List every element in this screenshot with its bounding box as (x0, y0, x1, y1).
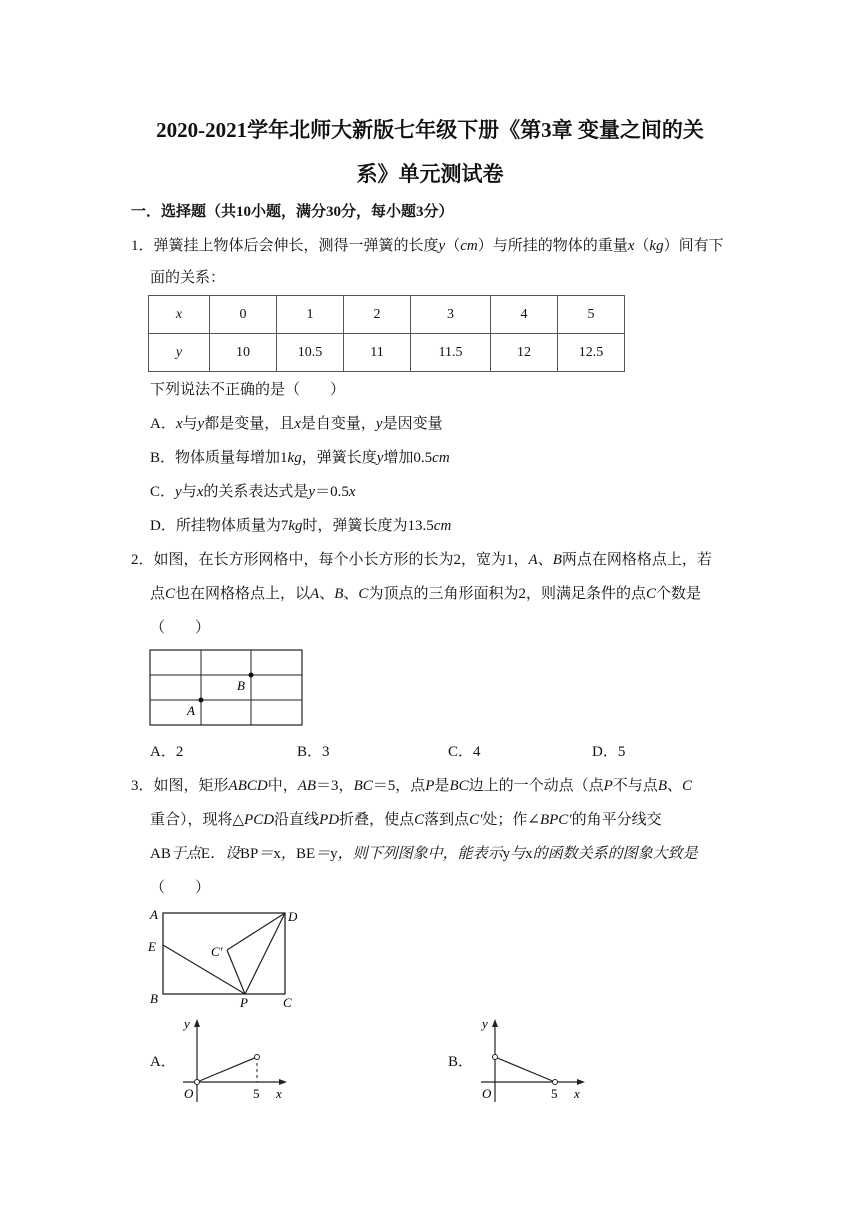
option-label: D． (592, 744, 618, 760)
table-cell: 10.5 (277, 334, 344, 372)
q3-text: 重合），现将△ (150, 812, 245, 828)
q3-text: BE (295, 846, 316, 862)
q1-stem-line2: 面的关系： (150, 270, 226, 286)
table-cell: 10 (210, 334, 277, 372)
q2-grid-figure (145, 645, 307, 730)
q1-var: y (197, 416, 205, 432)
option-label: C． (150, 484, 176, 500)
q2-var: C (165, 586, 176, 602)
option-label: B． (297, 744, 323, 760)
q2-text: 也在网格格点上，以 (175, 586, 311, 602)
q3-graph-b (473, 1012, 593, 1107)
q1-text: 是自变量， (300, 416, 376, 432)
x-label: x (276, 1086, 282, 1101)
q3-var: BC (449, 778, 469, 794)
q2-option-a (150, 742, 183, 762)
q3-var: BPC′ (539, 812, 572, 828)
q3-stem-line1 (131, 776, 692, 796)
table-row (149, 296, 625, 334)
origin-label: O (482, 1086, 492, 1101)
label-a: A (150, 907, 158, 922)
q2-text: 、 (319, 586, 335, 602)
q1-text: 时，弹簧长度为13.5 (302, 518, 434, 534)
q1-text: ）间有下 (663, 238, 724, 254)
label-c-prime: C′ (211, 944, 223, 959)
y-label: y (184, 1016, 190, 1031)
q1-option-d (150, 516, 451, 536)
q3-var: B (657, 778, 667, 794)
segment-pc1 (227, 950, 245, 994)
q3-var: C′ (469, 812, 483, 828)
table-cell: 12.5 (558, 334, 625, 372)
q1-text: ＝0.5 (315, 484, 349, 500)
q3-option-b-label: B． (448, 1054, 474, 1070)
q3-var: C (682, 778, 693, 794)
q3-text: x (525, 846, 533, 862)
q2-option-d (592, 742, 625, 762)
q3-stem-line2 (150, 810, 662, 830)
q1-var: y (175, 484, 182, 500)
q3-text: 折叠，使点 (339, 812, 415, 828)
q3-text: AB (150, 846, 171, 862)
option-label: C． (448, 744, 474, 760)
segment-ep (163, 945, 245, 994)
option-value: 4 (473, 744, 481, 760)
q3-text: 落到点 (424, 812, 470, 828)
q3-text: 中， (267, 778, 298, 794)
y-axis-arrow-icon (492, 1019, 498, 1027)
q3-var: ABCD (228, 778, 268, 794)
q2-text: 如图，在长方形网格中，每个小长方形的长为2，宽为1， (153, 552, 529, 568)
q2-number: 2． (131, 552, 154, 568)
label-a: A (187, 703, 195, 718)
q2-paren: （ ） (150, 620, 211, 636)
q1-unit: cm (432, 450, 450, 466)
q1-var-y: y (438, 238, 446, 254)
q3-var: ， (280, 846, 296, 862)
graph-b-line (495, 1057, 555, 1082)
q2-var: A (310, 586, 320, 602)
q1-var: y (376, 450, 384, 466)
q1-text: 弹簧挂上物体后会伸长，测得一弹簧的长度 (153, 238, 439, 254)
table-cell-y-label: y (149, 334, 210, 372)
table-cell-x-label: x (149, 296, 210, 334)
y-axis-arrow-icon (194, 1019, 200, 1027)
q3-var: AB (297, 778, 317, 794)
label-c: C (283, 995, 292, 1010)
label-d: D (288, 909, 298, 924)
option-value: 2 (175, 744, 184, 760)
q2-var: B (552, 552, 562, 568)
q3-option-a-label: A． (150, 1054, 176, 1070)
q3-text: y (330, 846, 338, 862)
grid-border (150, 650, 302, 725)
q2-text: 个数是 (655, 586, 701, 602)
option-value: 5 (617, 744, 626, 760)
q3-var: P (425, 778, 435, 794)
option-label: B． (150, 450, 176, 466)
q3-text: x (273, 846, 281, 862)
origin-label: O (184, 1086, 194, 1101)
q1-var: x (196, 484, 204, 500)
q3-var: 的函数关系的图象大致是 (532, 846, 698, 862)
table-cell: 12 (491, 334, 558, 372)
tick-label-5: 5 (551, 1086, 558, 1101)
q1-text: 所挂物体质量为7 (175, 518, 289, 534)
x-label: x (574, 1086, 580, 1101)
q1-unit: cm (433, 518, 452, 534)
q1-option-a (150, 414, 443, 434)
q2-text: 两点在网格格点上，若 (561, 552, 712, 568)
tick-label-5: 5 (253, 1086, 260, 1101)
q3-text: 不与点 (612, 778, 658, 794)
page-title-line2: 系》单元测试卷 (356, 162, 504, 186)
q1-data-table (148, 295, 625, 372)
q3-number: 3． (131, 778, 154, 794)
q3-text: 、 (666, 778, 682, 794)
q1-prompt: 下列说法不正确的是（ ） (150, 382, 346, 398)
q1-text: ）与所挂的物体的重量 (477, 238, 628, 254)
graph-a-line (197, 1057, 257, 1082)
q3-text: 是 (434, 778, 450, 794)
q2-text: 、 (537, 552, 553, 568)
q2-text: 、 (343, 586, 359, 602)
q1-text: 的关系表达式是 (203, 484, 309, 500)
q2-option-b (297, 742, 330, 762)
q3-text: 沿直线 (274, 812, 320, 828)
q3-text: ＝5，点 (372, 778, 426, 794)
q3-text: 边上的一个动点（点 (468, 778, 604, 794)
q3-rectangle-figure (145, 905, 310, 1010)
q3-var: PD (319, 812, 340, 828)
point-b (249, 673, 254, 678)
open-point (553, 1080, 558, 1085)
q1-text: 与 (181, 484, 197, 500)
table-cell: 1 (277, 296, 344, 334)
table-cell: 0 (210, 296, 277, 334)
q1-option-b (150, 448, 450, 468)
table-cell: 2 (344, 296, 411, 334)
y-label: y (482, 1016, 488, 1031)
q1-var: x (348, 484, 356, 500)
q1-text: 增加0.5 (383, 450, 433, 466)
option-label: A． (150, 744, 176, 760)
q3-var: PCD (244, 812, 275, 828)
q3-var: ，则下列图象中，能表示 (337, 846, 503, 862)
q3-var: ．设 (210, 846, 241, 862)
point-a (199, 698, 204, 703)
q1-text: 都是变量，且 (204, 416, 295, 432)
page-title-line1: 2020-2021学年北师大新版七年级下册《第3章 变量之间的关 (156, 118, 704, 142)
option-label: D． (150, 518, 176, 534)
table-cell: 4 (491, 296, 558, 334)
open-point (493, 1055, 498, 1060)
q3-var: BC (353, 778, 373, 794)
table-row (149, 334, 625, 372)
q1-var: y (375, 416, 383, 432)
q1-paren: （ (634, 238, 650, 254)
q3-text: BP (240, 846, 259, 862)
label-b: B (150, 991, 158, 1006)
open-point (255, 1055, 260, 1060)
q1-unit: kg (287, 450, 302, 466)
label-b: B (237, 678, 245, 693)
q3-graph-a (175, 1012, 295, 1107)
table-cell: 11 (344, 334, 411, 372)
open-point (195, 1080, 200, 1085)
q2-option-c (448, 742, 481, 762)
q3-text: 的角平分线交 (571, 812, 662, 828)
q1-option-c (150, 482, 356, 502)
q1-unit-cm: cm (460, 238, 478, 254)
q3-text: y (502, 846, 511, 862)
table-cell: 5 (558, 296, 625, 334)
q2-text: 点 (150, 586, 166, 602)
q3-stem-line3 (150, 844, 698, 864)
q3-var: P (603, 778, 613, 794)
q2-var: C (645, 586, 656, 602)
q1-paren: （ (445, 238, 461, 254)
label-p: P (240, 995, 248, 1010)
q1-stem-line1 (131, 236, 724, 256)
q2-var: A (528, 552, 538, 568)
q3-text: 如图，矩形 (153, 778, 229, 794)
q1-text: ，弹簧长度 (301, 450, 377, 466)
section-heading: 一．选择题（共10小题，满分30分，每小题3分） (131, 204, 454, 220)
q3-text: E (200, 846, 211, 862)
q3-text: ＝3， (316, 778, 354, 794)
q2-var: C (358, 586, 369, 602)
q3-text: 处；作∠ (482, 812, 540, 828)
table-cell: 3 (411, 296, 491, 334)
q3-var: 于点 (170, 846, 201, 862)
q2-text: 为顶点的三角形面积为2，则满足条件的点 (368, 586, 646, 602)
q2-var: B (334, 586, 344, 602)
option-value: 3 (322, 744, 330, 760)
q3-var: ＝ (315, 846, 331, 862)
q1-text: 物体质量每增加1 (175, 450, 288, 466)
q1-var-x: x (627, 238, 635, 254)
q3-var: 与 (510, 846, 526, 862)
q1-number: 1． (131, 238, 154, 254)
q3-var: ＝ (258, 846, 274, 862)
q3-paren: （ ） (150, 880, 211, 896)
q3-var: C (414, 812, 425, 828)
option-label: A． (150, 416, 176, 432)
q1-unit-kg: kg (649, 238, 664, 254)
x-axis-arrow-icon (279, 1079, 287, 1085)
q2-stem-line1 (131, 550, 712, 570)
q1-var: x (294, 416, 301, 432)
q1-text: 与 (182, 416, 198, 432)
table-cell: 11.5 (411, 334, 491, 372)
q1-text: 是因变量 (382, 416, 443, 432)
q1-unit: kg (288, 518, 303, 534)
q2-stem-line2 (150, 584, 701, 604)
q1-var: x (175, 416, 183, 432)
label-e: E (148, 939, 156, 954)
x-axis-arrow-icon (577, 1079, 585, 1085)
q1-var: y (308, 484, 316, 500)
